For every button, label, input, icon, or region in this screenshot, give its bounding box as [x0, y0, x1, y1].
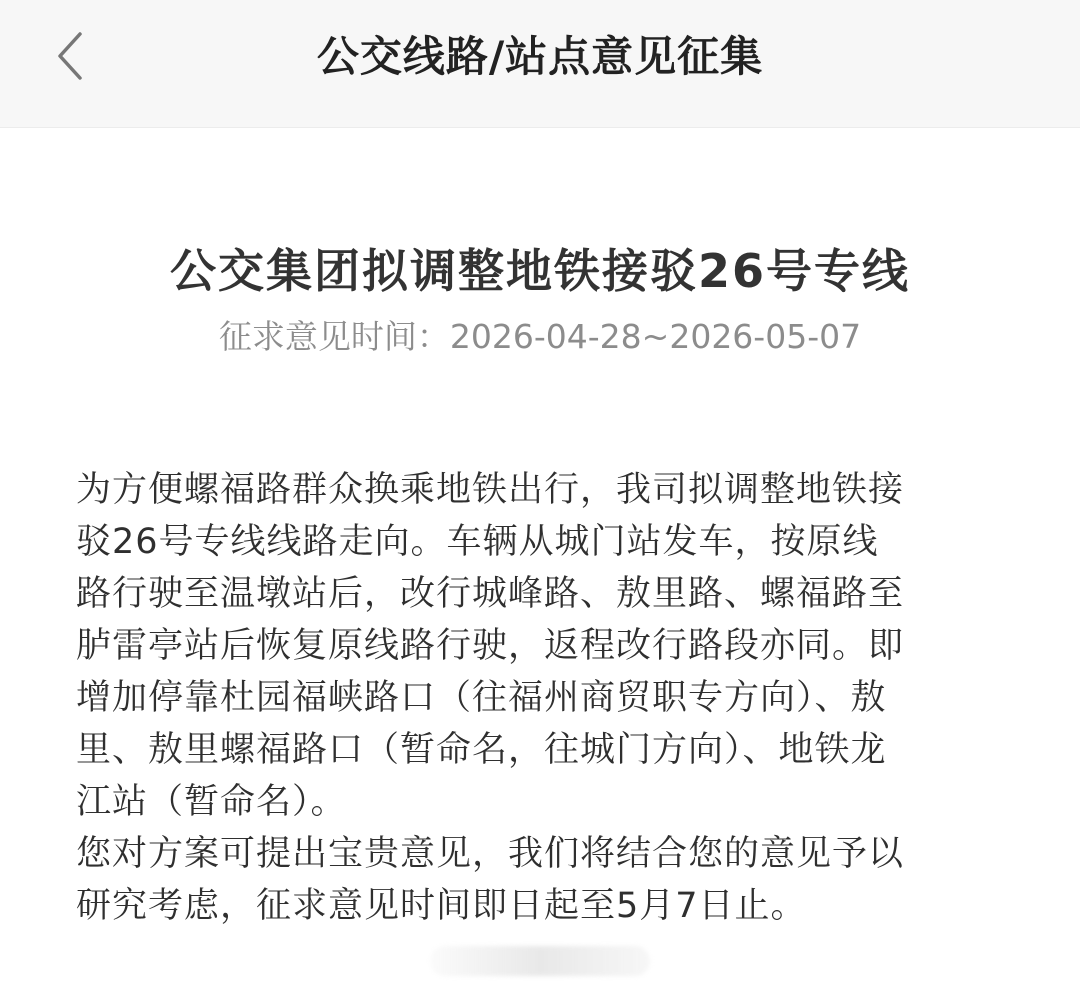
article-content: [0, 128, 1080, 989]
watermark-blur: [430, 946, 650, 976]
page-title: 公交线路/站点意见征集: [316, 32, 764, 81]
comment-period: 征求意见时间：2026-04-28~2026-05-07: [218, 317, 862, 356]
article-title: 公交集团拟调整地铁接驳26号专线: [169, 243, 910, 298]
article-body: 为方便螺福路群众换乘地铁出行，我司拟调整地铁接 驳26号专线线路走向。车辆从城门站发车，按原线 路行驶至温墩站后，改行城峰路、敖里路、螺福路至 胪雷亭站后恢复原线路行驶，返程改行路段亦同。即 增加停靠杜园福峡路口（往福州商贸职专方向）、敖 里、敖里螺福路口（暂命名，往城门方向）、地铁龙 江站（暂命名）。 您对方案可提出宝贵意见，我们将结合您的意见予以 研究考虑，征求意见时间即日起至5月7日止。: [76, 470, 905, 926]
navigation-bar: [0, 0, 1080, 128]
